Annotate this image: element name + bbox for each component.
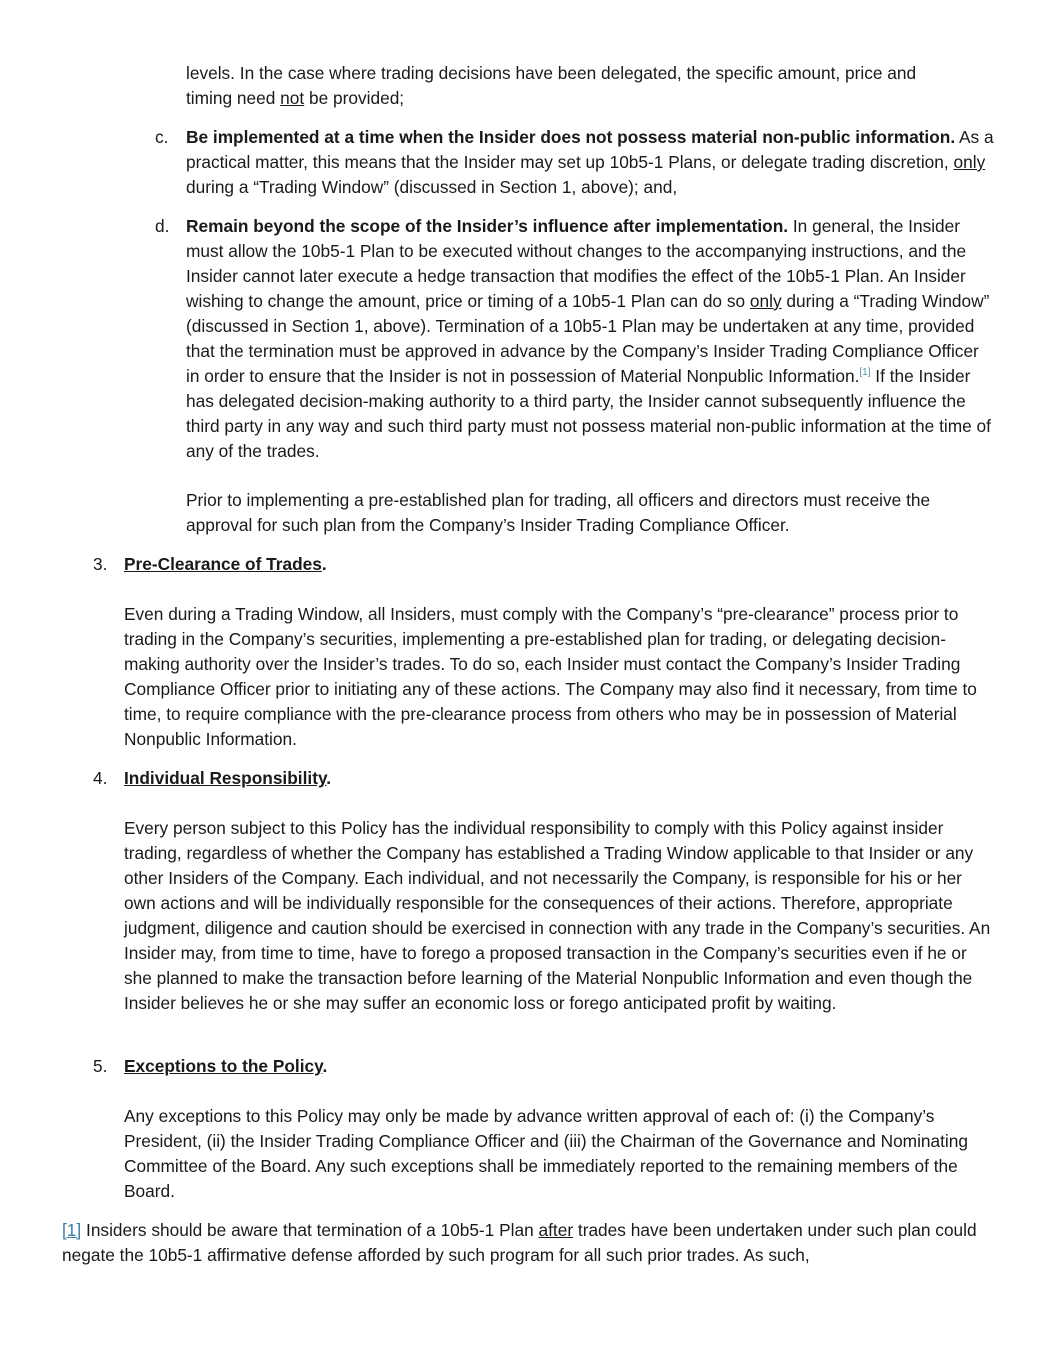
list-item-d-body: Remain beyond the scope of the Insider’s influence after implementation. In general, the Insider must allow the 10b5-1 Plan to be executed without changes to the accompanying instructions, and the Insider cannot later execute a hedge transaction that modifies the effect of the 10b5-1 Plan. An Insider wishing to change the amount, price or timing of a 10b5-1 Plan can do so only during a “Trading Window” (discussed in Section 1, above). Termination of a 10b5-1 Plan may be undertaken at any time, provided that the termination must be approved in advance by the Company’s Insider Trading Compliance Officer in order to ensure that the Insider is not in possession of Material Nonpublic Information.[1] If the Insider has delegated decision-making authority to a third party, the Insider cannot subsequently influence the third party in any way and such third party must not possess material non-public information at the time of any of the trades. (186, 216, 991, 461)
section-5-title: Exceptions to the Policy (124, 1056, 323, 1076)
list-item-d (155, 214, 995, 464)
list-marker-d: d. (155, 216, 170, 236)
list-marker-c: c. (155, 127, 169, 147)
section-3-heading: 3. Pre-Clearance of Trades. (93, 552, 998, 577)
preestablished-plan-paragraph: Prior to implementing a pre-established plan for trading, all officers and directors must receive the approval for such plan from the Company’s Insider Trading Compliance Officer. (186, 490, 931, 535)
section-3-body: Even during a Trading Window, all Insiders, must comply with the Company’s “pre-clearance” process prior to trading in the Company’s securities, implementing a pre-established plan for trading, or delegating decision-making authority over the Insider’s trades. To do so, each Insider must contact the Company’s Insider Trading Compliance Officer prior to initiating any of these actions. The Company may also find it necessary, from time to time, to require compliance with the pre-clearance process from others who may be in possession of Material Nonpublic Information. (124, 604, 977, 749)
section-4-title: Individual Responsibility (124, 768, 327, 788)
continuation-line-2: timing need not be provided; (186, 88, 405, 108)
continuation-line-1: levels. In the case where trading decisions have been delegated, the specific amount, price and (186, 63, 917, 83)
section-5-heading: 5. Exceptions to the Policy. (93, 1054, 998, 1079)
list-item-c (155, 125, 995, 200)
footnote-1: [1] Insiders should be aware that termination of a 10b5-1 Plan after trades have been undertaken under such plan could negate the 10b5-1 affirmative defense afforded by such program for all such prior trades. As such, (62, 1220, 977, 1265)
section-4-heading: 4. Individual Responsibility. (93, 766, 998, 791)
section-3-number: 3. (93, 554, 108, 574)
section-4-body: Every person subject to this Policy has the individual responsibility to comply with this Policy against insider trading, regardless of whether the Company has established a Trading Window applicable to that Insider or any other Insiders of the Company. Each individual, and not necessarily the Company, is responsible for his or her own actions and will be individually responsible for the consequences of their actions. Therefore, appropriate judgment, diligence and caution should be exercised in connection with any trade in the Company’s securities. An Insider may, from time to time, have to forego a proposed transaction in the Company’s securities even if he or she planned to make the transaction before learning of the Material Nonpublic Information and even though the Insider believes he or she may suffer an economic loss or forego anticipated profit by waiting. (124, 818, 991, 1013)
footnote-backlink[interactable]: [1] (62, 1220, 82, 1240)
list-item-d-title: Remain beyond the scope of the Insider’s influence after implementation. (186, 216, 789, 236)
section-4-number: 4. (93, 768, 108, 788)
section-5-body: Any exceptions to this Policy may only be made by advance written approval of each of: (i) the Company’s President, (ii) the Insider Trading Compliance Officer and (iii) the Chairman of the Governance and Nominating Committee of the Board. Any such exceptions shall be immediately reported to the remaining members of the Board. (124, 1106, 968, 1201)
section-5-number: 5. (93, 1056, 108, 1076)
list-item-c-title: Be implemented at a time when the Insider does not possess material non-public information. (186, 127, 956, 147)
section-3-title: Pre-Clearance of Trades (124, 554, 322, 574)
footnote-reference-link[interactable]: [1] (859, 367, 871, 379)
continuation-paragraph (186, 61, 996, 111)
list-item-c-body: Be implemented at a time when the Insider does not possess material non-public information. As a practical matter, this means that the Insider may set up 10b5-1 Plans, or delegate trading discretion, only during a “Trading Window” (discussed in Section 1, above); and, (186, 127, 994, 197)
